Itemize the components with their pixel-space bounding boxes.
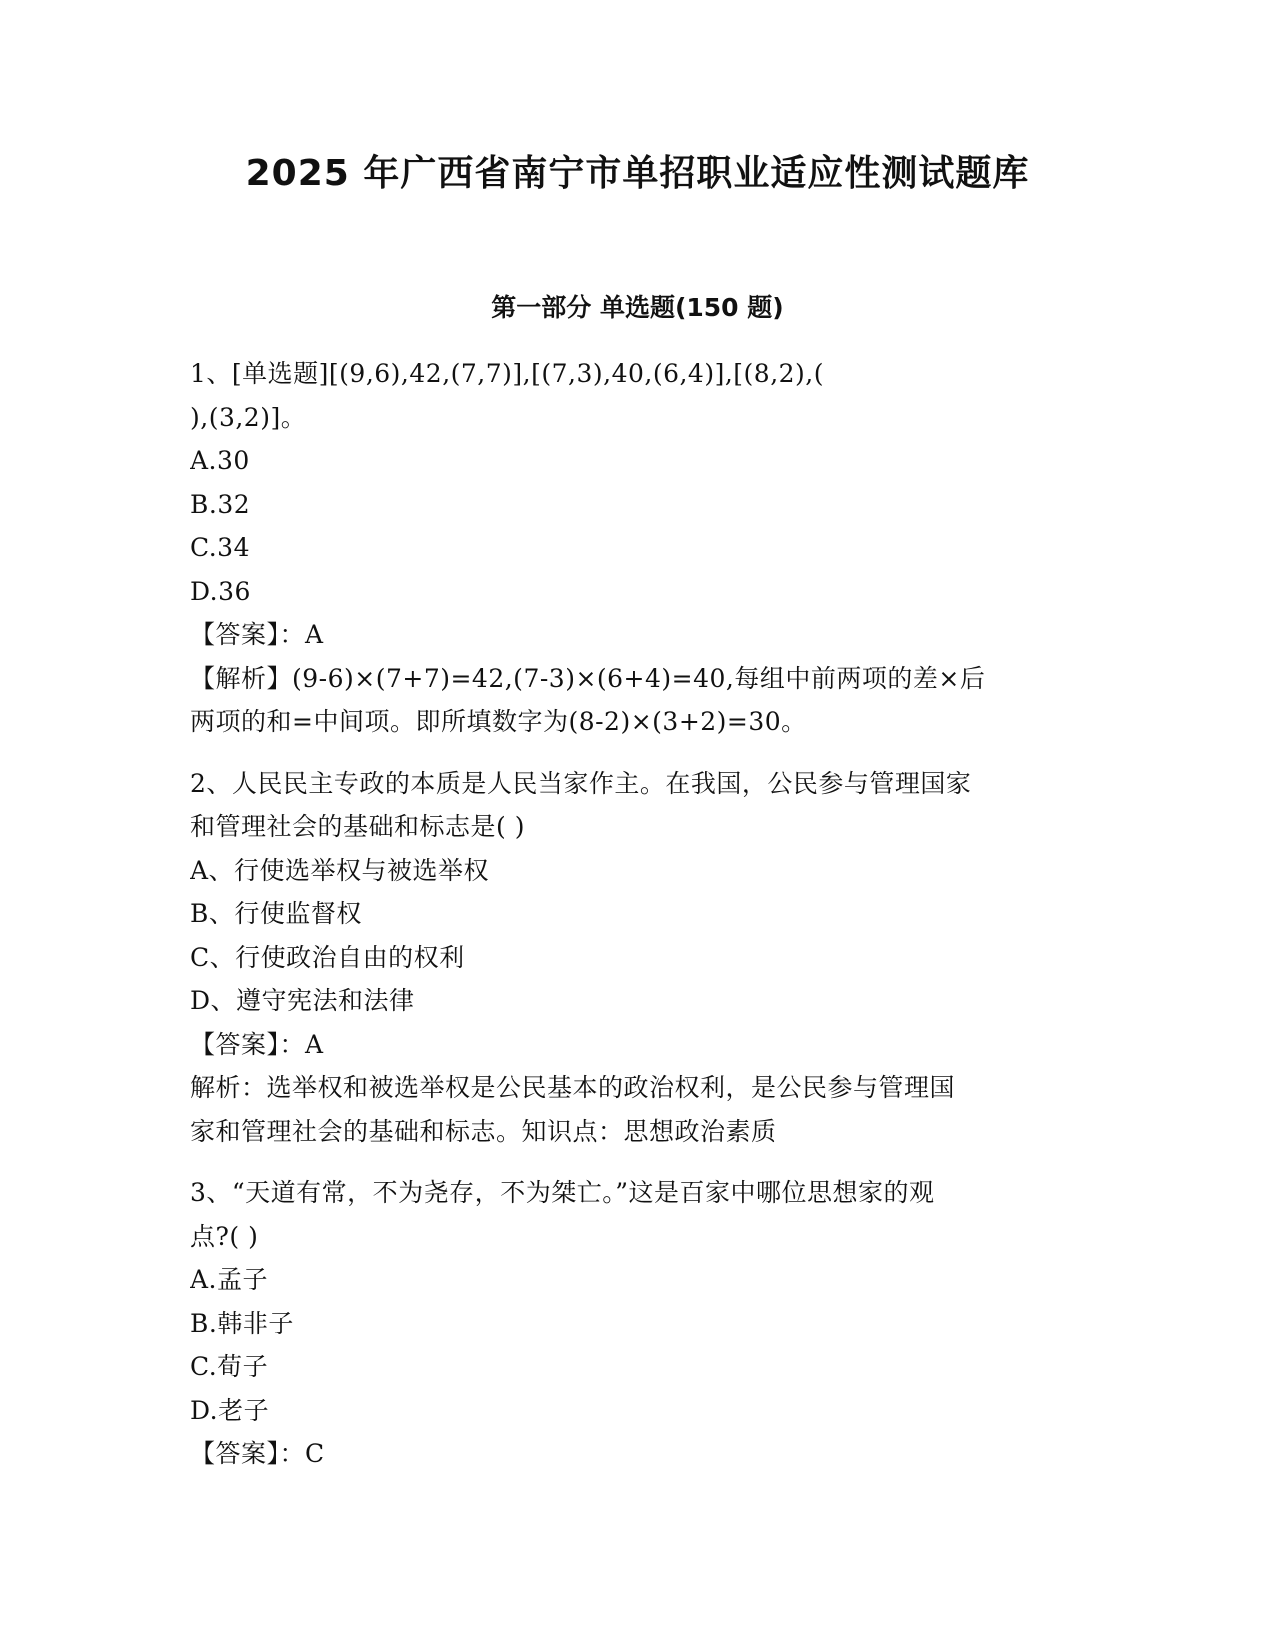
section-title: 第一部分 单选题(150 题) — [491, 293, 784, 322]
answer-label: 【答案】 — [190, 1029, 280, 1059]
explanation-line: 解析：选举权和被选举权是公民基本的政治权利，是公民参与管理国 — [190, 1073, 956, 1102]
explanation-line: 两项的和=中间项。即所填数字为(8-2)×(3+2)=30。 — [190, 707, 807, 736]
option-a: A.孟子 — [190, 1265, 269, 1294]
answer-line — [190, 1432, 1080, 1476]
option-b: B.32 — [190, 489, 251, 519]
answer-separator: ： — [279, 1029, 306, 1059]
option-d: D.老子 — [190, 1395, 270, 1425]
answer-line — [190, 1023, 1080, 1067]
answer-line — [190, 613, 1080, 657]
answer-value: C — [305, 1439, 325, 1468]
option-a: A、行使选举权与被选举权 — [190, 855, 490, 885]
question-3 — [190, 1171, 1080, 1476]
explanation-line: 【解析】(9-6)×(7+7)=42,(7-3)×(6+4)=40,每组中前两项的差×后 — [190, 663, 986, 693]
option-c: C.34 — [190, 533, 250, 562]
option-c: C、行使政治自由的权利 — [190, 942, 465, 972]
option-d: D、遵守宪法和法律 — [190, 986, 415, 1015]
question-divider — [190, 1153, 1080, 1171]
explanation-line: 家和管理社会的基础和标志。知识点：思想政治素质 — [190, 1116, 777, 1146]
question-2 — [190, 762, 1080, 1154]
question-1 — [190, 352, 1080, 744]
answer-value: A — [305, 1029, 324, 1059]
document-title: 2025 年广西省南宁市单招职业适应性测试题库 — [245, 153, 1030, 194]
answer-value: A — [305, 620, 324, 649]
question-stem-line: 和管理社会的基础和标志是( ) — [190, 812, 525, 841]
option-b: B、行使监督权 — [190, 899, 362, 928]
answer-separator: ： — [279, 620, 306, 649]
answer-label: 【答案】 — [190, 1439, 280, 1468]
question-list — [190, 352, 1080, 1476]
answer-separator: ： — [279, 1439, 306, 1468]
question-stem-line: 2、人民民主专政的本质是人民当家作主。在我国，公民参与管理国家 — [190, 768, 972, 798]
question-stem-line: 1、[单选题][(9,6),42,(7,7)],[(7,3),40,(6,4)],[(8,2),( — [190, 359, 825, 388]
question-stem-line: 3、“天道有常，不为尧存，不为桀亡。”这是百家中哪位思想家的观 — [190, 1178, 935, 1207]
question-stem-line: ),(3,2)]。 — [190, 402, 307, 432]
option-c: C.荀子 — [190, 1352, 269, 1381]
question-divider — [190, 744, 1080, 762]
answer-label: 【答案】 — [190, 620, 280, 649]
option-a: A.30 — [190, 446, 250, 475]
option-b: B.韩非子 — [190, 1308, 294, 1338]
question-stem-line: 点?( ) — [190, 1221, 259, 1251]
option-d: D.36 — [190, 576, 251, 606]
